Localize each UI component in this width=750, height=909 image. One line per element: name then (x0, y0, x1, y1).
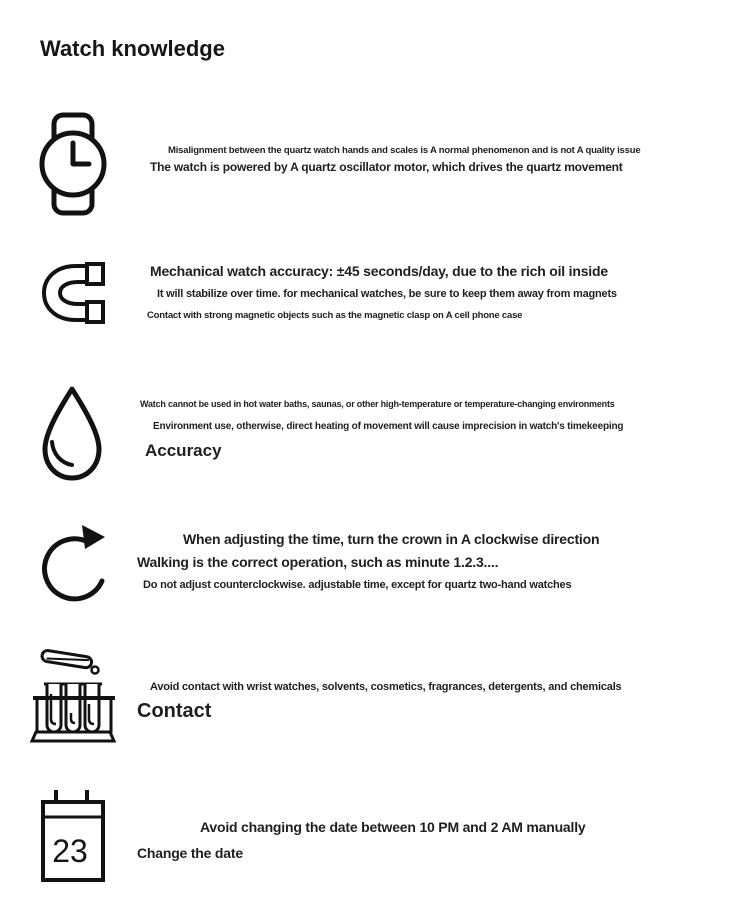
section-3-sub-text: Environment use, otherwise, direct heating of movement will cause imprecision in watch's timekeeping (153, 421, 624, 432)
magnet-icon (40, 261, 106, 325)
section-4-main-text-2: Walking is the correct operation, such as minute 1.2.3.... (137, 554, 499, 570)
section-2-sub-text: It will stabilize over time. for mechanical watches, be sure to keep them away from magnets (157, 288, 617, 300)
water-drop-icon (40, 385, 104, 483)
page-title: Watch knowledge (40, 36, 225, 61)
section-5-heading: Contact (137, 700, 212, 722)
section-4-main-text: When adjusting the time, turn the crown in A clockwise direction (183, 531, 600, 547)
section-4-sub-text: Do not adjust counterclockwise. adjustable time, except for quartz two-hand watches (143, 579, 572, 591)
section-3-subnote: Watch cannot be used in hot water baths, saunas, or other high-temperature or temperature-changing environments (140, 399, 615, 409)
section-5-sub-text: Avoid contact with wrist watches, solvents, cosmetics, fragrances, detergents, and chemicals (150, 681, 622, 693)
section-6-heading: Change the date (137, 845, 243, 861)
chemicals-test-tubes-icon (28, 642, 118, 746)
section-3-heading: Accuracy (145, 441, 222, 460)
section-1-subnote: Misalignment between the quartz watch hands and scales is A normal phenomenon and is not A quality issue (168, 145, 641, 156)
section-2-subnote: Contact with strong magnetic objects such as the magnetic clasp on A cell phone case (147, 310, 523, 321)
section-6-main-text: Avoid changing the date between 10 PM and 2 AM manually (200, 819, 586, 835)
calendar-day-number: 23 (52, 833, 88, 869)
section-2-main-text: Mechanical watch accuracy: ±45 seconds/day, due to the rich oil inside (150, 263, 608, 279)
clockwise-rotation-icon (36, 518, 108, 606)
calendar-icon (40, 788, 106, 884)
wristwatch-icon (38, 112, 108, 216)
section-1-main-text: The watch is powered by A quartz oscillator motor, which drives the quartz movement (150, 160, 623, 174)
